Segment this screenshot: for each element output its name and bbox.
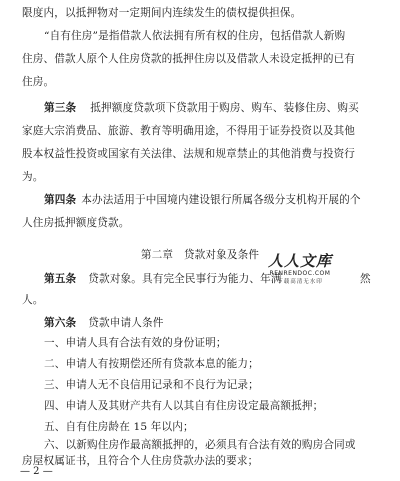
page-number: — 2 — [20, 466, 53, 477]
text-line: 住房。 [22, 76, 55, 88]
chapter-title: 第二章 贷款对象及条件 [140, 249, 260, 261]
watermark-title: 人人文库 [267, 252, 332, 270]
text-line: 家庭大宗消费品、旅游、教育等明确用途，不得用于证券投资以及其他 [22, 125, 356, 137]
article-6-line [44, 316, 163, 330]
list-item: 四、申请人及其财产共有人以其自有住房设定最高额抵押； [44, 400, 324, 412]
list-item: 房屋权属证书，且符合个人住房贷款办法的要求； [22, 455, 259, 467]
list-item: 一、申请人具有合法有效的身份证明； [44, 337, 227, 349]
article-5-text: 贷款对象。具有完全民事行为能力、年满 [88, 273, 282, 285]
text-line: 人。 [22, 294, 44, 306]
watermark-logo [245, 250, 355, 285]
text-line: 股本权益性投资或国家有关法律、法规和规章禁止的其他消费与投资行 [22, 148, 356, 160]
text-line: “自有住房”是指借款人依法拥有所有权的住房，包括借款人新购 [44, 30, 346, 42]
article-4-line [44, 193, 361, 207]
article-5-heading: 第五条 [44, 273, 77, 285]
article-6-heading: 第六条 [44, 317, 77, 329]
watermark-subtitle: 下载高清无水印 [277, 279, 323, 285]
article-6-text: 贷款申请人条件 [88, 317, 164, 329]
text-line: 为。 [22, 171, 44, 183]
text-line: 人住房抵押额度贷款。 [22, 217, 130, 229]
article-3-line [44, 101, 359, 115]
article-3-text: 抵押额度贷款项下贷款用于购房、购车、装修住房、购买 [90, 102, 359, 114]
article-4-text: 本办法适用于中国境内建设银行所属各级分支机构开展的个 [81, 194, 361, 206]
watermark-url: RENRENDOC.COM [269, 270, 331, 277]
text-line: 住房、借款人原个人住房贷款的抵押住房以及借款人未设定抵押的已有 [22, 53, 356, 65]
article-3-heading: 第三条 [44, 102, 77, 114]
article-4-heading: 第四条 [44, 194, 77, 206]
list-item: 二、申请人有按期偿还所有贷款本息的能力； [44, 358, 259, 370]
list-item: 六、以新购住房作最高额抵押的，必须具有合法有效的购房合同或 [44, 439, 356, 451]
text-line: 限度内，以抵押物对一定期间内连续发生的债权提供担保。 [22, 7, 302, 19]
list-item: 三、申请人无不良信用记录和不良行为记录； [44, 379, 259, 391]
text-fragment: 然 [360, 273, 371, 285]
list-item: 五、自有住房龄在 15 年以内； [44, 421, 194, 433]
